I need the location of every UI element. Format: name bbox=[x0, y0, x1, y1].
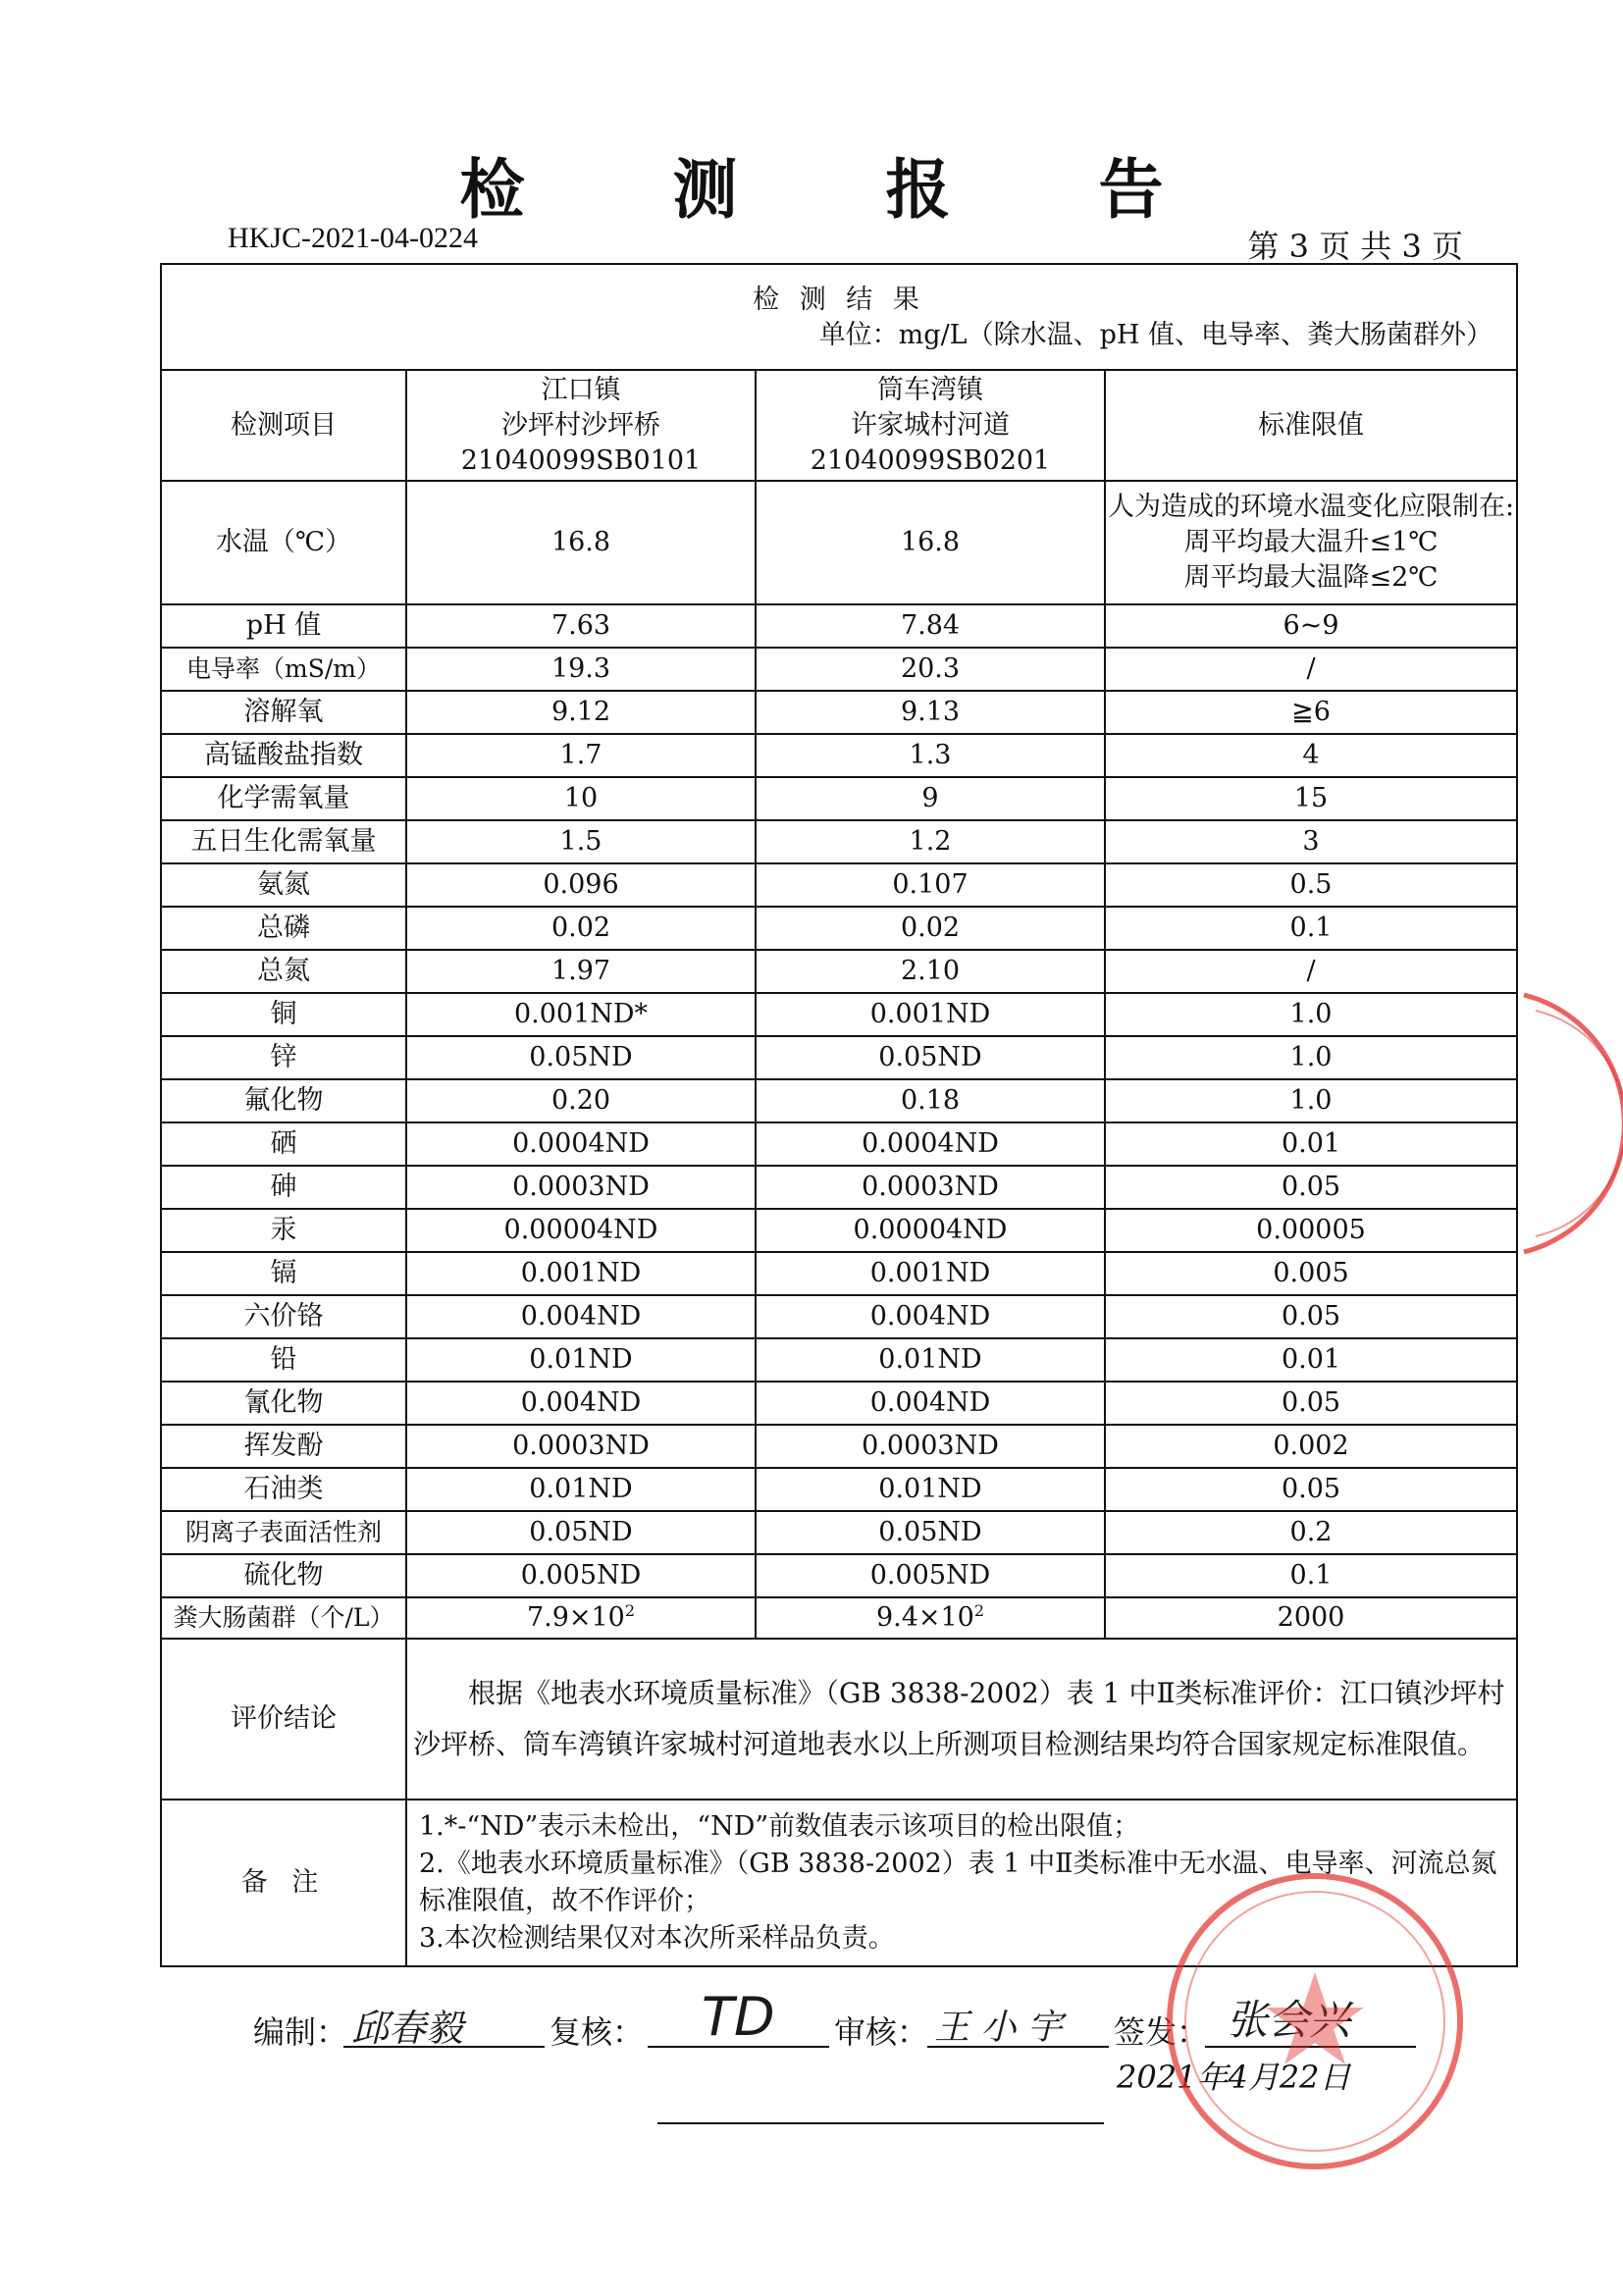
standard-limit: 0.1 bbox=[1105, 907, 1517, 950]
table-row bbox=[161, 1166, 1517, 1209]
item-name: 镉 bbox=[161, 1252, 406, 1295]
notes-label: 备 注 bbox=[161, 1800, 406, 1966]
site-2-value: 1.3 bbox=[756, 734, 1105, 777]
site-2-value: 0.004ND bbox=[756, 1382, 1105, 1425]
site-1-value: 1.97 bbox=[406, 950, 756, 993]
table-row bbox=[161, 1468, 1517, 1511]
standard-limit: 0.00005 bbox=[1105, 1209, 1517, 1252]
compiled-label: 编制： bbox=[253, 2013, 348, 2051]
site-1-value: 0.05ND bbox=[406, 1036, 756, 1079]
site-2-value: 0.001ND bbox=[756, 1252, 1105, 1295]
conclusion-text: 根据《地表水环境质量标准》（GB 3838-2002）表 1 中Ⅱ类标准评价：江口镇沙坪村沙坪桥、筒车湾镇许家城村河道地表水以上所测项目检测结果均符合国家规定标准限值。 bbox=[406, 1639, 1517, 1800]
table-row bbox=[161, 1122, 1517, 1166]
issue-date: 2021年4月22日 bbox=[1117, 2059, 1351, 2096]
temp-standard-line: 周平均最大温降≤2℃ bbox=[1183, 562, 1439, 593]
site-2-value: 0.005ND bbox=[756, 1554, 1105, 1597]
note-item: 1.*-“ND”表示未检出，“ND”前数值表示该项目的检出限值； bbox=[419, 1811, 1140, 1842]
standard-limit: 0.1 bbox=[1105, 1554, 1517, 1597]
seal-stamp-icon bbox=[1158, 1864, 1472, 2178]
standard-limit: / bbox=[1105, 648, 1517, 691]
table-row bbox=[161, 648, 1517, 691]
table-row bbox=[161, 1338, 1517, 1382]
standard-limit: / bbox=[1105, 950, 1517, 993]
signature-line bbox=[343, 2046, 545, 2048]
item-name: 总氮 bbox=[161, 950, 406, 993]
table-row bbox=[161, 907, 1517, 950]
table-row bbox=[161, 734, 1517, 777]
site-2-value: 0.05ND bbox=[756, 1036, 1105, 1079]
header-site-1 bbox=[406, 370, 756, 481]
site-1-value: 0.004ND bbox=[406, 1295, 756, 1338]
item-name: pH 值 bbox=[161, 604, 406, 648]
item-name: 铜 bbox=[161, 993, 406, 1036]
site-1-value: 0.05ND bbox=[406, 1511, 756, 1554]
conclusion-row bbox=[161, 1639, 1517, 1800]
review-signature: TD bbox=[702, 1986, 775, 2048]
site-2-value: 0.05ND bbox=[756, 1511, 1105, 1554]
signature-line bbox=[657, 2122, 1104, 2124]
site-1-value: 0.0003ND bbox=[406, 1425, 756, 1468]
site-2-town: 筒车湾镇 bbox=[877, 374, 983, 405]
standard-limit: 0.005 bbox=[1105, 1252, 1517, 1295]
signature-line bbox=[648, 2046, 829, 2048]
table-row bbox=[161, 863, 1517, 907]
table-row bbox=[161, 1252, 1517, 1295]
signature-line bbox=[927, 2046, 1109, 2048]
site-2-sample-id: 21040099SB0201 bbox=[810, 444, 1051, 476]
temp-standard-line: 周平均最大温升≤1℃ bbox=[1183, 527, 1439, 557]
table-row bbox=[161, 777, 1517, 820]
site-1-value: 19.3 bbox=[406, 648, 756, 691]
coliform-base: 7.9×10 bbox=[526, 1602, 625, 1633]
item-name: 石油类 bbox=[161, 1468, 406, 1511]
item-name: 粪大肠菌群（个/L） bbox=[161, 1597, 406, 1639]
standard-limit: 1.0 bbox=[1105, 1036, 1517, 1079]
item-name: 汞 bbox=[161, 1209, 406, 1252]
standard-limit: 3 bbox=[1105, 820, 1517, 863]
header-standard: 标准限值 bbox=[1105, 370, 1517, 481]
column-header-row bbox=[161, 370, 1517, 481]
item-name: 氨氮 bbox=[161, 863, 406, 907]
table-row bbox=[161, 1425, 1517, 1468]
site-2-value: 0.02 bbox=[756, 907, 1105, 950]
standard-limit: 1.0 bbox=[1105, 993, 1517, 1036]
item-name: 化学需氧量 bbox=[161, 777, 406, 820]
item-name: 溶解氧 bbox=[161, 691, 406, 734]
table-row bbox=[161, 481, 1517, 604]
compiled-signature: 邱春毅 bbox=[351, 2007, 464, 2050]
coliform-exponent: 2 bbox=[624, 1601, 636, 1620]
item-name: 硫化物 bbox=[161, 1554, 406, 1597]
conclusion-label: 评价结论 bbox=[161, 1639, 406, 1800]
site-2-value: 2.10 bbox=[756, 950, 1105, 993]
site-2-value: 7.84 bbox=[756, 604, 1105, 648]
item-name: 五日生化需氧量 bbox=[161, 820, 406, 863]
standard-limit: 0.05 bbox=[1105, 1295, 1517, 1338]
table-row bbox=[161, 1079, 1517, 1122]
site-2-value: 20.3 bbox=[756, 648, 1105, 691]
site-2-value: 0.18 bbox=[756, 1079, 1105, 1122]
site-1-value: 0.00004ND bbox=[406, 1209, 756, 1252]
review-label: 复核： bbox=[550, 2013, 645, 2051]
site-2-value: 0.0003ND bbox=[756, 1166, 1105, 1209]
item-name: 硒 bbox=[161, 1122, 406, 1166]
note-item: 2.《地表水环境质量标准》（GB 3838-2002）表 1 中Ⅱ类标准中无水温、电导率、河流总氮标准限值，故不作评价； bbox=[419, 1849, 1497, 1916]
table-row bbox=[161, 691, 1517, 734]
standard-limit: 0.5 bbox=[1105, 863, 1517, 907]
section-title: 检 测 结 果 bbox=[753, 285, 925, 315]
site-1-town: 江口镇 bbox=[541, 374, 621, 405]
coliform-exponent: 2 bbox=[973, 1601, 985, 1620]
site-1-value: 0.001ND* bbox=[406, 993, 756, 1036]
report-number: HKJC-2021-04-0224 bbox=[228, 222, 478, 254]
item-name: 锌 bbox=[161, 1036, 406, 1079]
site-1-value: 16.8 bbox=[406, 481, 756, 604]
standard-limit: 6~9 bbox=[1105, 604, 1517, 648]
site-1-value: 1.5 bbox=[406, 820, 756, 863]
site-1-value: 0.005ND bbox=[406, 1554, 756, 1597]
report-title: 检 测 报 告 bbox=[459, 151, 1227, 228]
audit-label: 审核： bbox=[834, 2013, 929, 2051]
item-name: 氟化物 bbox=[161, 1079, 406, 1122]
standard-limit: 15 bbox=[1105, 777, 1517, 820]
table-row bbox=[161, 1382, 1517, 1425]
standard-limit: 1.0 bbox=[1105, 1079, 1517, 1122]
table-row bbox=[161, 1295, 1517, 1338]
seal-stamp-icon bbox=[1516, 991, 1623, 1256]
site-1-value: 1.7 bbox=[406, 734, 756, 777]
site-2-value: 0.00004ND bbox=[756, 1209, 1105, 1252]
site-1-value: 0.01ND bbox=[406, 1338, 756, 1382]
site-1-value bbox=[406, 1597, 756, 1639]
site-1-value: 0.20 bbox=[406, 1079, 756, 1122]
item-name: 阴离子表面活性剂 bbox=[161, 1511, 406, 1554]
standard-limit: 4 bbox=[1105, 734, 1517, 777]
site-2-value: 9.13 bbox=[756, 691, 1105, 734]
standard-limit: 0.05 bbox=[1105, 1382, 1517, 1425]
site-1-value: 0.096 bbox=[406, 863, 756, 907]
item-name: 氰化物 bbox=[161, 1382, 406, 1425]
standard-limit: 0.002 bbox=[1105, 1425, 1517, 1468]
standard-limit: 2000 bbox=[1105, 1597, 1517, 1639]
table-row bbox=[161, 604, 1517, 648]
site-2-location: 许家城村河道 bbox=[851, 409, 1010, 441]
table-row bbox=[161, 820, 1517, 863]
standard-limit: 0.05 bbox=[1105, 1468, 1517, 1511]
site-1-value: 0.0004ND bbox=[406, 1122, 756, 1166]
item-name: 电导率（mS/m） bbox=[161, 648, 406, 691]
item-name: 挥发酚 bbox=[161, 1425, 406, 1468]
unit-note: 单位：mg/L（除水温、pH 值、电导率、粪大肠菌群外） bbox=[818, 320, 1493, 350]
site-2-value: 1.2 bbox=[756, 820, 1105, 863]
site-2-value: 0.001ND bbox=[756, 993, 1105, 1036]
site-1-location: 沙坪村沙坪桥 bbox=[501, 409, 660, 441]
coliform-base: 9.4×10 bbox=[875, 1602, 974, 1633]
site-2-value: 0.01ND bbox=[756, 1468, 1105, 1511]
site-2-value: 0.0003ND bbox=[756, 1425, 1105, 1468]
table-row bbox=[161, 993, 1517, 1036]
site-2-value: 0.0004ND bbox=[756, 1122, 1105, 1166]
page-indicator: 第 3 页 共 3 页 bbox=[1247, 228, 1463, 265]
table-row bbox=[161, 1209, 1517, 1252]
table-row bbox=[161, 1597, 1517, 1639]
site-1-sample-id: 21040099SB0101 bbox=[460, 444, 702, 476]
audit-signature: 王 小 宇 bbox=[934, 2008, 1063, 2048]
table-row bbox=[161, 1554, 1517, 1597]
site-1-value: 0.01ND bbox=[406, 1468, 756, 1511]
site-2-value: 9 bbox=[756, 777, 1105, 820]
standard-limit: 0.01 bbox=[1105, 1122, 1517, 1166]
section-header-row bbox=[161, 264, 1517, 370]
site-1-value: 7.63 bbox=[406, 604, 756, 648]
site-2-value: 16.8 bbox=[756, 481, 1105, 604]
issue-signature: 张会兴 bbox=[1227, 1996, 1351, 2044]
header-item: 检测项目 bbox=[161, 370, 406, 481]
site-1-value: 10 bbox=[406, 777, 756, 820]
item-name: 高锰酸盐指数 bbox=[161, 734, 406, 777]
table-row bbox=[161, 1511, 1517, 1554]
site-2-value bbox=[756, 1597, 1105, 1639]
standard-limit: 0.05 bbox=[1105, 1166, 1517, 1209]
table-row bbox=[161, 950, 1517, 993]
site-1-value: 0.0003ND bbox=[406, 1166, 756, 1209]
site-1-value: 0.001ND bbox=[406, 1252, 756, 1295]
results-table bbox=[160, 263, 1518, 1967]
item-name: 总磷 bbox=[161, 907, 406, 950]
note-item: 3.本次检测结果仅对本次所采样品负责。 bbox=[419, 1923, 895, 1954]
site-1-value: 9.12 bbox=[406, 691, 756, 734]
table-row bbox=[161, 1036, 1517, 1079]
header-site-2 bbox=[756, 370, 1105, 481]
site-2-value: 0.107 bbox=[756, 863, 1105, 907]
item-name: 砷 bbox=[161, 1166, 406, 1209]
standard-limit: 0.01 bbox=[1105, 1338, 1517, 1382]
item-name: 水温（℃） bbox=[161, 481, 406, 604]
site-1-value: 0.02 bbox=[406, 907, 756, 950]
item-name: 六价铬 bbox=[161, 1295, 406, 1338]
standard-limit: ≧6 bbox=[1105, 691, 1517, 734]
standard-limit bbox=[1105, 481, 1517, 604]
site-2-value: 0.01ND bbox=[756, 1338, 1105, 1382]
results-body bbox=[161, 604, 1517, 1597]
item-name: 铅 bbox=[161, 1338, 406, 1382]
issue-label: 签发： bbox=[1114, 2013, 1209, 2051]
site-1-value: 0.004ND bbox=[406, 1382, 756, 1425]
standard-limit: 0.2 bbox=[1105, 1511, 1517, 1554]
site-2-value: 0.004ND bbox=[756, 1295, 1105, 1338]
temp-standard-line: 人为造成的环境水温变化应限制在: bbox=[1107, 492, 1515, 522]
